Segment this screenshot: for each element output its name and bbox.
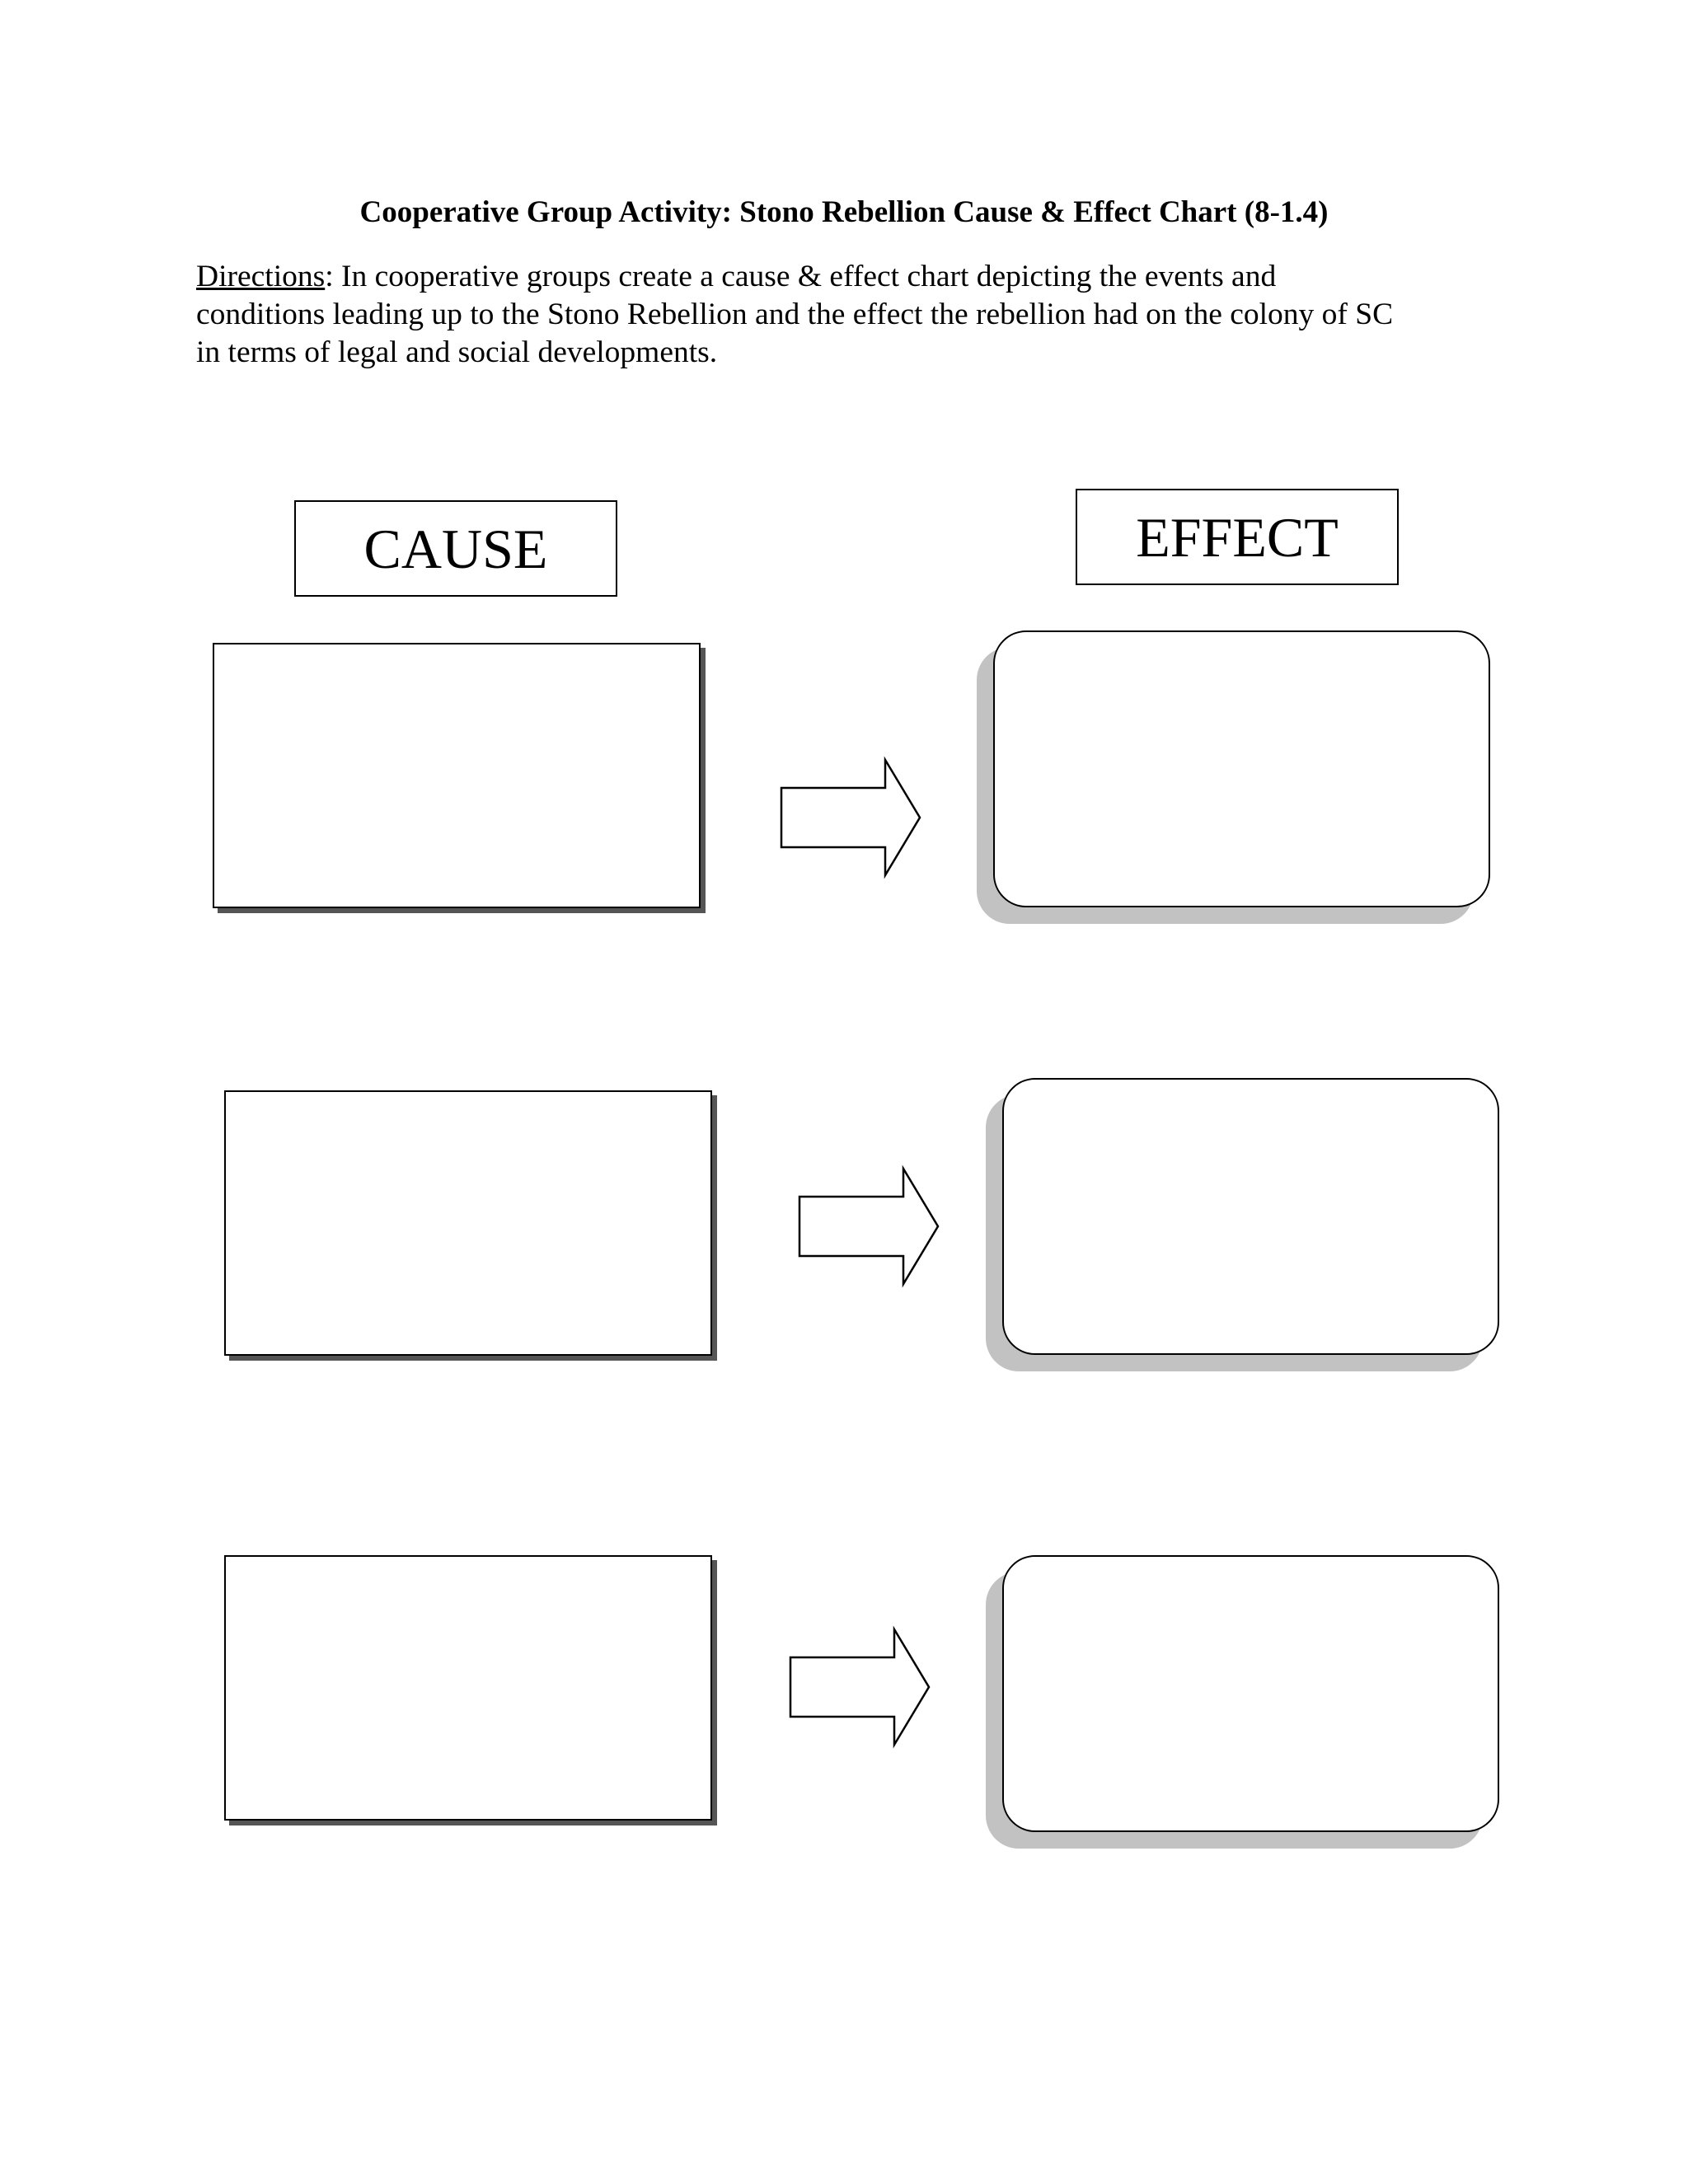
right-arrow-icon — [789, 1628, 931, 1746]
directions-text-1: : In cooperative groups create a cause & effect chart depicting the events and — [325, 260, 1277, 293]
cause-header: CAUSE — [294, 500, 617, 597]
right-arrow-icon — [798, 1167, 940, 1286]
directions-line-2: conditions leading up to the Stono Rebellion and the effect the rebellion had on the colony of SC — [196, 298, 1394, 331]
directions-line-1 — [196, 258, 1531, 296]
directions-label: Directions — [196, 260, 326, 293]
directions — [196, 258, 1531, 372]
cause-box-3[interactable] — [224, 1555, 712, 1821]
effect-header: EFFECT — [1076, 489, 1399, 585]
cause-box-2[interactable] — [224, 1090, 712, 1356]
effect-box-3[interactable] — [1002, 1555, 1499, 1832]
effect-box-1[interactable] — [993, 630, 1490, 907]
right-arrow-icon — [780, 758, 921, 877]
effect-box-2[interactable] — [1002, 1078, 1499, 1355]
cause-box-1[interactable] — [213, 643, 701, 908]
directions-line-3: in terms of legal and social developments. — [196, 335, 718, 369]
page-title: Cooperative Group Activity: Stono Rebellion Cause & Effect Chart (8-1.4) — [359, 195, 1329, 229]
